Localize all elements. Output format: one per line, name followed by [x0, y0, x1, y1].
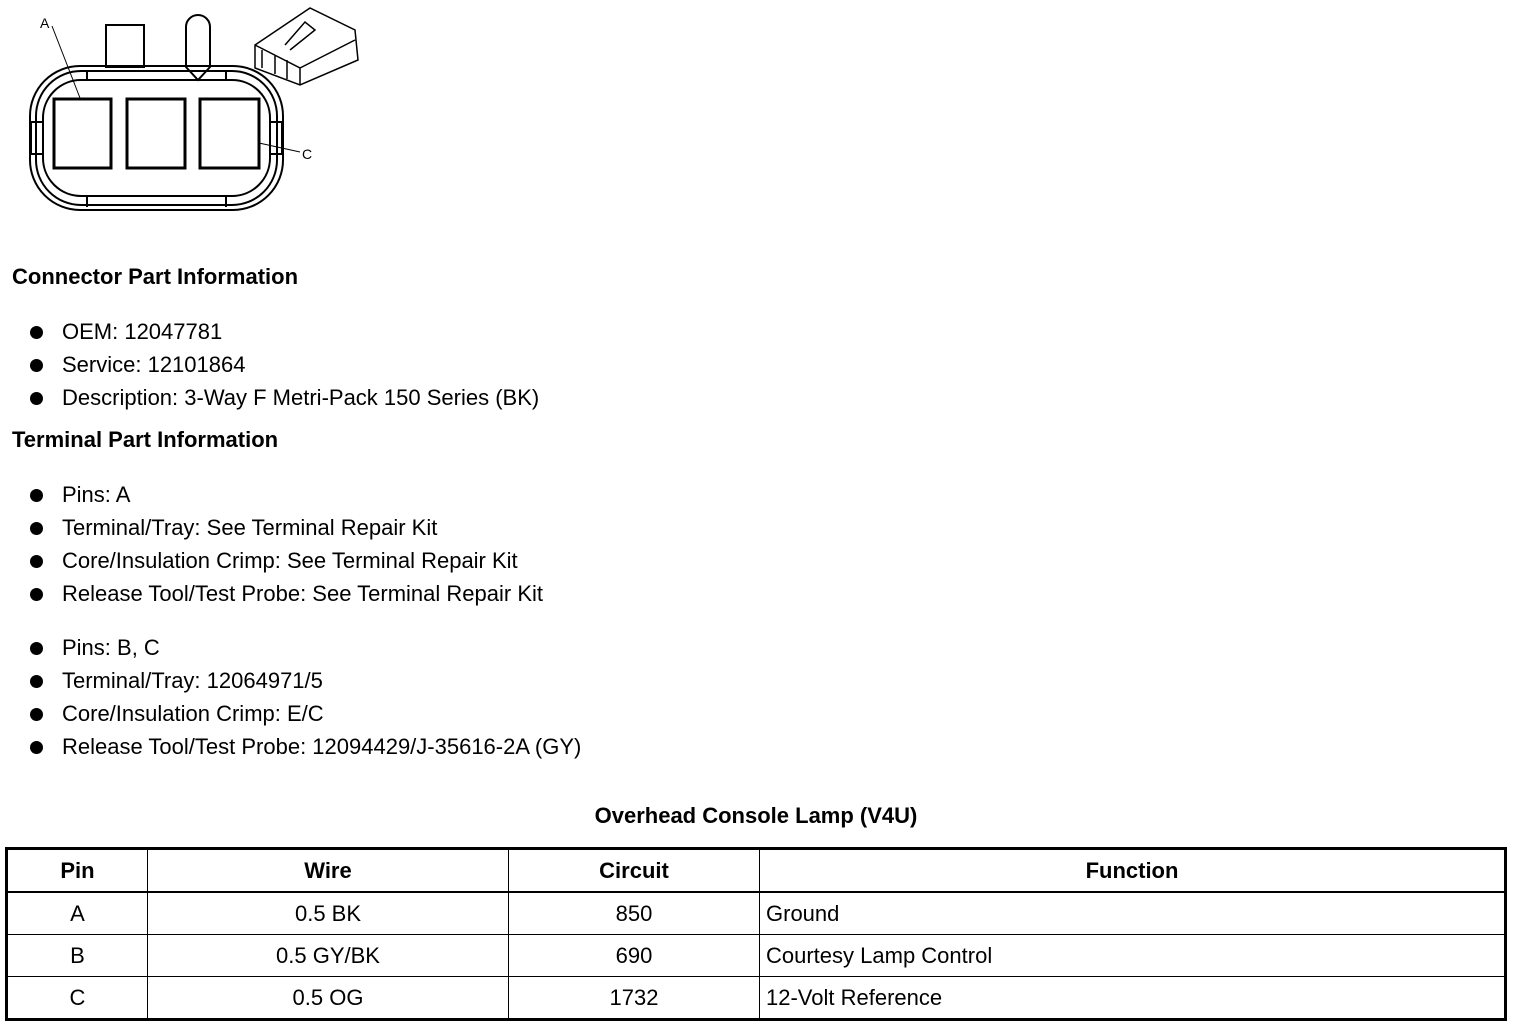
list-item: [62, 352, 245, 378]
pin-label-c: C: [302, 146, 313, 162]
cell-function: Ground: [760, 892, 1506, 935]
list-item-text: OEM: 12047781: [62, 319, 223, 344]
list-item: [62, 319, 222, 345]
header-pin: Pin: [7, 849, 148, 893]
table-row: [7, 977, 1506, 1020]
list-item: [62, 635, 160, 661]
list-item-text: Core/Insulation Crimp: See Terminal Repair Kit: [62, 548, 518, 573]
table-row: [7, 892, 1506, 935]
list-item: [62, 515, 437, 541]
list-item-text: Service: 12101864: [62, 352, 246, 377]
list-item-text: Pins: A: [62, 482, 131, 507]
list-item: [62, 668, 323, 694]
header-wire: Wire: [148, 849, 509, 893]
cell-pin: B: [7, 935, 148, 977]
list-item: [62, 385, 539, 411]
list-item-text: Core/Insulation Crimp: E/C: [62, 701, 324, 726]
bullet-icon: [30, 359, 43, 372]
pinout-table: [5, 847, 1507, 1021]
terminal-info-heading: Terminal Part Information: [12, 427, 279, 452]
cell-function: Courtesy Lamp Control: [760, 935, 1506, 977]
cell-wire: 0.5 GY/BK: [148, 935, 509, 977]
list-item-text: Terminal/Tray: See Terminal Repair Kit: [62, 515, 438, 540]
cell-wire: 0.5 OG: [148, 977, 509, 1020]
bullet-icon: [30, 489, 43, 502]
connector-info-heading: Connector Part Information: [12, 264, 299, 289]
bullet-icon: [30, 588, 43, 601]
list-item-text: Terminal/Tray: 12064971/5: [62, 668, 323, 693]
list-item-text: Release Tool/Test Probe: See Terminal Repair Kit: [62, 581, 543, 606]
pin-label-a: A: [40, 15, 50, 31]
table-row: [7, 935, 1506, 977]
list-item-text: Description: 3-Way F Metri-Pack 150 Series (BK): [62, 385, 540, 410]
bullet-icon: [30, 708, 43, 721]
cell-circuit: 690: [509, 935, 760, 977]
bullet-icon: [30, 326, 43, 339]
bullet-icon: [30, 675, 43, 688]
list-item: [62, 482, 130, 508]
table-header-row: [7, 849, 1506, 893]
list-item-text: Pins: B, C: [62, 635, 160, 660]
header-circuit: Circuit: [509, 849, 760, 893]
bullet-icon: [30, 522, 43, 535]
list-item-text: Release Tool/Test Probe: 12094429/J-35616-2A (GY): [62, 734, 582, 759]
header-function: Function: [760, 849, 1506, 893]
table-title: Overhead Console Lamp (V4U): [594, 803, 918, 828]
bullet-icon: [30, 741, 43, 754]
bullet-icon: [30, 555, 43, 568]
list-item: [62, 581, 543, 607]
connector-diagram: [0, 0, 380, 220]
list-item: [62, 734, 581, 760]
cell-pin: C: [7, 977, 148, 1020]
list-item: [62, 548, 518, 574]
cell-circuit: 850: [509, 892, 760, 935]
bullet-icon: [30, 642, 43, 655]
cell-pin: A: [7, 892, 148, 935]
list-item: [62, 701, 324, 727]
cell-circuit: 1732: [509, 977, 760, 1020]
cell-wire: 0.5 BK: [148, 892, 509, 935]
cell-function: 12-Volt Reference: [760, 977, 1506, 1020]
bullet-icon: [30, 392, 43, 405]
